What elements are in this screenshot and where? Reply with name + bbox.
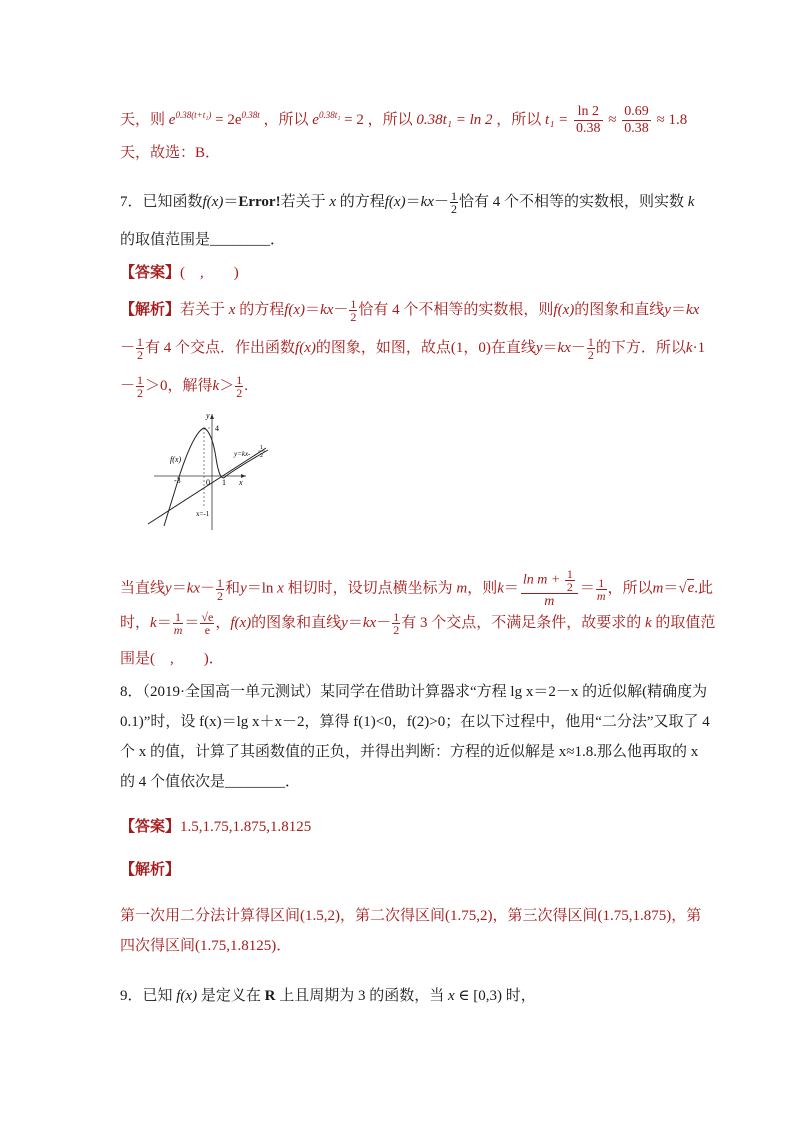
analysis-text: ＝ (305, 302, 321, 318)
q7-stem-line-2: 的取值范围是________． (120, 232, 286, 248)
tangent-text: ＝ (347, 615, 363, 631)
q6-math: e (168, 112, 176, 128)
analysis-text: ·1 (692, 340, 706, 356)
analysis-text: 有 4 个交点．作出函数 (145, 340, 296, 356)
q7-text: 恰有 4 个不相等的实数根，则实数 (458, 194, 684, 210)
analysis-fraction: $\frac{1}{2}$ (236, 373, 243, 401)
answer-label: 【答案】 (120, 265, 181, 281)
analysis-text: . (244, 378, 248, 394)
analysis-text: － (570, 340, 586, 356)
tangent-math: e (687, 580, 695, 597)
analysis-text: 的图象和直线 (574, 302, 665, 318)
q6-math: t₁ = (545, 112, 573, 128)
tangent-math: y (341, 615, 348, 631)
tangent-math: k (497, 580, 504, 597)
analysis-fraction: $\frac{1}{2}$ (350, 297, 357, 325)
q6-math: ≈ 1.8 (652, 112, 688, 128)
q7-text: ＝ (405, 194, 421, 210)
q8-analysis-label: 【解析】 (120, 862, 181, 878)
q8-analysis-line-1: 第一次用二分法计算得区间(1.5,2)，第二次得区间(1.75,2)，第三次得区间(1.75,1.875)，第 (120, 908, 702, 924)
tangent-text: .此 (694, 580, 714, 597)
tangent-math: m (652, 580, 664, 597)
analysis-math: y (664, 302, 671, 318)
q7-math: f(x) (202, 194, 224, 210)
tangent-text: ＝ln (246, 580, 274, 597)
q6-math-exp: 0.38(t+t₁) (175, 110, 212, 120)
tangent-text: ＝ (184, 615, 200, 631)
q8-stem-line-2: 0.1)”时，设 f(x)＝lg x＋x－2，算得 f(1)<0，f(2)>0；在以下过程中，他用“二分法”又取了 4 (120, 714, 710, 730)
q6-text: ，所以 (496, 112, 542, 128)
analysis-text: － (333, 302, 349, 318)
q7-answer (120, 261, 239, 285)
graph-label-neg3: -3 (174, 476, 181, 485)
tangent-big-fraction: ln m + $\frac{1}{2}$ m (521, 568, 578, 610)
analysis-math: y (535, 340, 543, 356)
analysis-text: ＝ (670, 302, 686, 318)
q6-line-2: 天，故选：B． (120, 145, 221, 161)
tangent-math: k (644, 615, 652, 631)
q9-text: 上且周期为 3 的函数，当 (275, 988, 448, 1004)
q6-math: e (312, 112, 319, 128)
q9-stem (120, 984, 536, 1008)
analysis-math: f(x) (553, 302, 575, 318)
tangent-fraction: $\frac{1}{2}$ (217, 575, 224, 603)
tangent-text: 有 3 个交点，不满足条件，故要求的 (401, 615, 642, 631)
q6-math-exp: 0.38t (241, 110, 260, 120)
tangent-fraction: $\frac{1}{2}$ (393, 610, 400, 638)
tangent-math: ln m + (522, 572, 564, 588)
tangent-text: 的取值范 (655, 615, 716, 631)
q7-function-graph (140, 406, 280, 532)
answer-value: ( , ) (180, 265, 239, 281)
tangent-text: ，则 (467, 580, 498, 597)
q7-text: － (433, 194, 449, 210)
tangent-text: － (376, 615, 392, 631)
tangent-math: y (240, 580, 247, 597)
q8-analysis-line-2: 四次得区间(1.75,1.8125)． (120, 938, 292, 954)
q8-answer (120, 815, 311, 839)
tangent-math: f(x) (230, 615, 252, 631)
tangent-text: － (200, 580, 216, 597)
q7-fraction: $\frac{1}{2}$ (450, 189, 457, 217)
tangent-text: 时， (120, 615, 151, 631)
q9-text: 是定义在 (197, 988, 265, 1004)
tangent-math: x (277, 580, 284, 597)
tangent-text: ＝ (171, 580, 187, 597)
q9-math: x (447, 988, 455, 1004)
tangent-fraction: $\frac{√e}{e}$ (201, 610, 214, 638)
analysis-math: k (212, 378, 220, 394)
tangent-text: ＝ (156, 615, 172, 631)
q7-text: 若关于 (280, 194, 326, 210)
analysis-text: 若关于 (180, 302, 226, 318)
q9-text: 9．已知 (120, 988, 177, 1004)
tangent-text: ， (215, 615, 231, 631)
analysis-text: － (120, 378, 136, 394)
q6-fraction: $\frac{0.69}{0.38}$ (624, 104, 649, 137)
analysis-text: ＝ (542, 340, 558, 356)
q7-math: f(x) (384, 194, 406, 210)
tangent-text: ＝ (579, 580, 595, 597)
q7-analysis-line-1 (120, 298, 699, 323)
q7-math: k (687, 194, 695, 210)
analysis-text: ＞ (219, 378, 235, 394)
graph-label-y: y (206, 411, 210, 420)
q7-analysis-line-3 (120, 374, 248, 399)
q6-text: 天，则 (120, 112, 166, 128)
q7-tangent-line-3: 围是( , )． (120, 651, 224, 667)
analysis-text: 恰有 4 个不相等的实数根，则 (358, 302, 554, 318)
analysis-math: kx (685, 302, 700, 318)
tangent-math: kx (186, 580, 201, 597)
analysis-math: k (685, 340, 693, 356)
q7-text: 7．已知函数 (120, 194, 203, 210)
analysis-fraction: $\frac{1}{2}$ (137, 373, 144, 401)
q8-stem-line-4: 的 4 个值依次是________． (120, 774, 301, 790)
graph-label-line-frac-d: 2 (260, 453, 263, 459)
graph-label-x: x (239, 478, 243, 487)
q7-text: ＝ (223, 194, 239, 210)
tangent-text: 相切时，设切点横坐标为 (287, 580, 453, 597)
graph-label-line-frac-n: 1 (260, 445, 263, 451)
q9-math: R (264, 988, 276, 1004)
analysis-math: x (228, 302, 236, 318)
graph-label-fx: f(x) (170, 455, 182, 464)
q6-line-1 (120, 103, 687, 137)
tangent-math: kx (362, 615, 377, 631)
q6-math-exp: 0.38t₁ (318, 110, 341, 120)
tangent-fraction: $\frac{1}{m}$ (173, 610, 183, 638)
tangent-text: 的图象和直线 (251, 615, 342, 631)
answer-value: 1.5,1.75,1.875,1.8125 (180, 819, 312, 835)
q6-text: ，所以 (263, 112, 309, 128)
analysis-math: f(x) (284, 302, 306, 318)
q6-math: = 2 (340, 112, 364, 128)
q6-math: ≈ (604, 112, 621, 128)
analysis-fraction: $\frac{1}{2}$ (587, 335, 594, 363)
analysis-label: 【解析】 (120, 302, 181, 318)
tangent-text: ＝ (503, 580, 519, 597)
graph-label-4: 4 (215, 424, 219, 433)
q7-text: 的方程 (339, 194, 385, 210)
graph-label-line: y=kx- (234, 450, 251, 458)
tangent-math: k (150, 615, 157, 631)
tangent-text: ＝√ (663, 580, 687, 597)
q7-math: x (329, 194, 336, 210)
q8-stem-line-1: 8．（2019·全国高一单元测试）某同学在借助计算器求“方程 lg x＝2－x 的近似解(精确度为 (120, 684, 708, 700)
analysis-text: 的方程 (239, 302, 285, 318)
q6-text: ，所以 (367, 112, 413, 128)
q6-fraction: $\frac{\ln 2}{0.38}$ (576, 104, 601, 137)
analysis-math: kx (320, 302, 334, 318)
analysis-text: － (120, 340, 136, 356)
tangent-text: 当直线 (120, 580, 166, 597)
analysis-math: f(x) (295, 340, 316, 356)
tangent-math: y (165, 580, 172, 597)
graph-label-0: 0 (206, 478, 210, 487)
analysis-math: kx (557, 340, 571, 356)
analysis-text: ＞0，解得 (145, 378, 213, 394)
analysis-text: 的图象，如图，故点(1，0)在直线 (315, 340, 536, 356)
tangent-fraction: $\frac{1}{m}$ (596, 575, 606, 603)
q7-math: kx (420, 194, 434, 210)
tangent-math: m (456, 580, 468, 597)
q6-math: = 2e (211, 112, 242, 128)
q7-error-text: Error! (238, 194, 281, 210)
q8-stem-line-3: 个 x 的值，计算了其函数值的正负，并得出判断：方程的近似解是 x≈1.8.那么他再取的 x (120, 744, 699, 760)
analysis-text: 的下方．所以 (595, 340, 686, 356)
q7-tangent-line-2 (120, 611, 715, 636)
q9-text: ∈ [0,3) 时， (454, 988, 536, 1004)
q7-analysis-line-2 (120, 336, 705, 361)
q7-tangent-line-1 (120, 568, 713, 610)
graph-label-1: 1 (222, 478, 226, 487)
tangent-text: 和 (225, 580, 241, 597)
analysis-fraction: $\frac{1}{2}$ (137, 335, 144, 363)
y-axis-arrow (210, 414, 214, 419)
graph-label-x-eq: x=-1 (196, 510, 210, 518)
tangent-text: ，所以 (607, 580, 653, 597)
q6-math: 0.38t₁ = ln 2 (416, 112, 493, 128)
tangent-fraction: $\frac{1}{2}$ (566, 567, 573, 594)
q7-stem-line-1 (120, 190, 694, 215)
answer-label: 【答案】 (120, 819, 181, 835)
q9-math: f(x) (176, 988, 198, 1004)
